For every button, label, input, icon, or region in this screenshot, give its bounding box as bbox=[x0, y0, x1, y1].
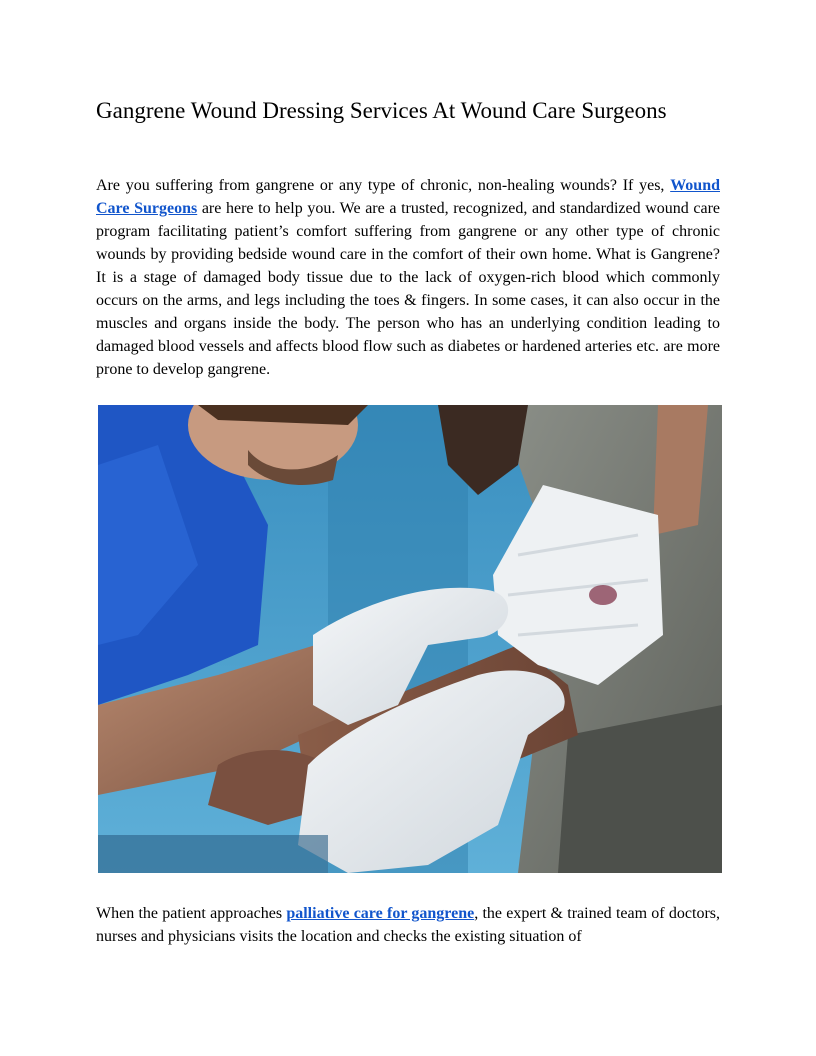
intro-text-before: Are you suffering from gangrene or any type of chronic, non-healing wounds? If yes, bbox=[96, 177, 671, 194]
wound-dressing-photo bbox=[98, 405, 722, 873]
intro-paragraph bbox=[96, 174, 720, 381]
intro-text-after: are here to help you. We are a trusted, recognized, and standardized wound care program facilitating patient’s comfort suffering from gangrene or any other type of chronic wounds by providing bedside wound care in the comfort of their own home. What is Gangrene? It is a stage of damaged body tissue due to the lack of oxygen-rich blood which commonly occurs on the arms, and legs including the toes & fingers. In some cases, it can also occur in the muscles and organs inside the body. The person who has an underlying condition leading to damaged blood vessels and affects blood flow such as diabetes or hardened arteries etc. are more prone to develop gangrene. bbox=[96, 200, 721, 378]
follow-up-text-after: , the expert & trained team of doctors, nurses and physicians visits the location and checks the existing situation of bbox=[96, 905, 721, 945]
follow-up-text-before: When the patient approaches bbox=[96, 905, 287, 922]
wound-care-surgeons-link[interactable]: Wound Care Surgeons bbox=[96, 177, 720, 217]
page-title: Gangrene Wound Dressing Services At Wound Care Surgeons bbox=[96, 98, 667, 123]
follow-up-paragraph bbox=[96, 902, 720, 948]
palliative-care-link[interactable]: palliative care for gangrene bbox=[286, 905, 475, 922]
